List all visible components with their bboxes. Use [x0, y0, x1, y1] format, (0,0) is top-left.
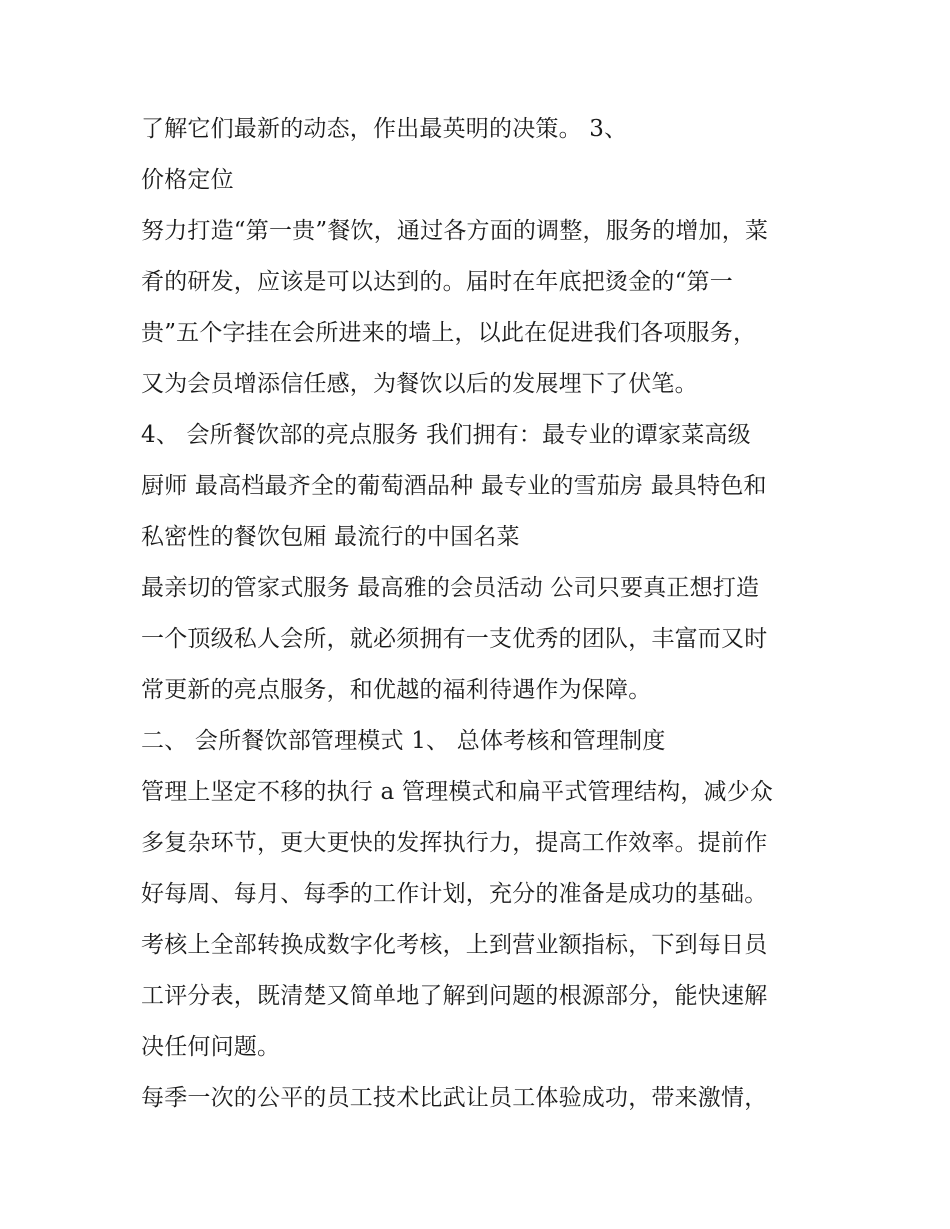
text-line: 最亲切的管家式服务 最高雅的会员活动 公司只要真正想打造: [141, 575, 760, 601]
text-line: 一个顶级私人会所，就必须拥有一支优秀的团队，丰富而又时: [141, 626, 768, 652]
text-line: 工评分表，既清楚又简单地了解到问题的根源部分，能快速解: [141, 983, 768, 1009]
text-line: 多复杂环节，更大更快的发挥执行力，提高工作效率。提前作: [141, 830, 768, 856]
text-line: 厨师 最高档最齐全的葡萄酒品种 最专业的雪茄房 最具特色和: [141, 473, 767, 499]
text-line: 了解它们最新的动态，作出最英明的决策。 3、: [141, 116, 628, 142]
text-line: 贵”五个字挂在会所进来的墙上，以此在促进我们各项服务，: [141, 320, 757, 346]
text-line: 肴的研发，应该是可以达到的。届时在年底把烫金的“第一: [141, 269, 733, 295]
text-line: 又为会员增添信任感，为餐饮以后的发展埋下了伏笔。: [141, 371, 698, 397]
text-line: 好每周、每月、每季的工作计划，充分的准备是成功的基础。: [141, 881, 768, 907]
text-line: 决任何问题。: [141, 1034, 281, 1060]
text-line: 管理上坚定不移的执行 a 管理模式和扁平式管理结构，减少众: [141, 779, 774, 805]
text-line: 4、 会所餐饮部的亮点服务 我们拥有：最专业的谭家菜高级: [141, 422, 751, 448]
text-line: 努力打造“第一贵”餐饮，通过各方面的调整，服务的增加，菜: [141, 218, 769, 244]
text-line: 每季一次的公平的员工技术比武让员工体验成功，带来激情，: [141, 1085, 768, 1111]
section-heading-management-mode: 二、 会所餐饮部管理模式 1、 总体考核和管理制度: [141, 728, 666, 754]
text-line: 私密性的餐饮包厢 最流行的中国名菜: [141, 524, 520, 550]
text-line: 考核上全部转换成数字化考核，上到营业额指标，下到每日员: [141, 932, 768, 958]
text-line: 常更新的亮点服务，和优越的福利待遇作为保障。: [141, 677, 652, 703]
section-heading-price-positioning: 价格定位: [141, 167, 234, 193]
